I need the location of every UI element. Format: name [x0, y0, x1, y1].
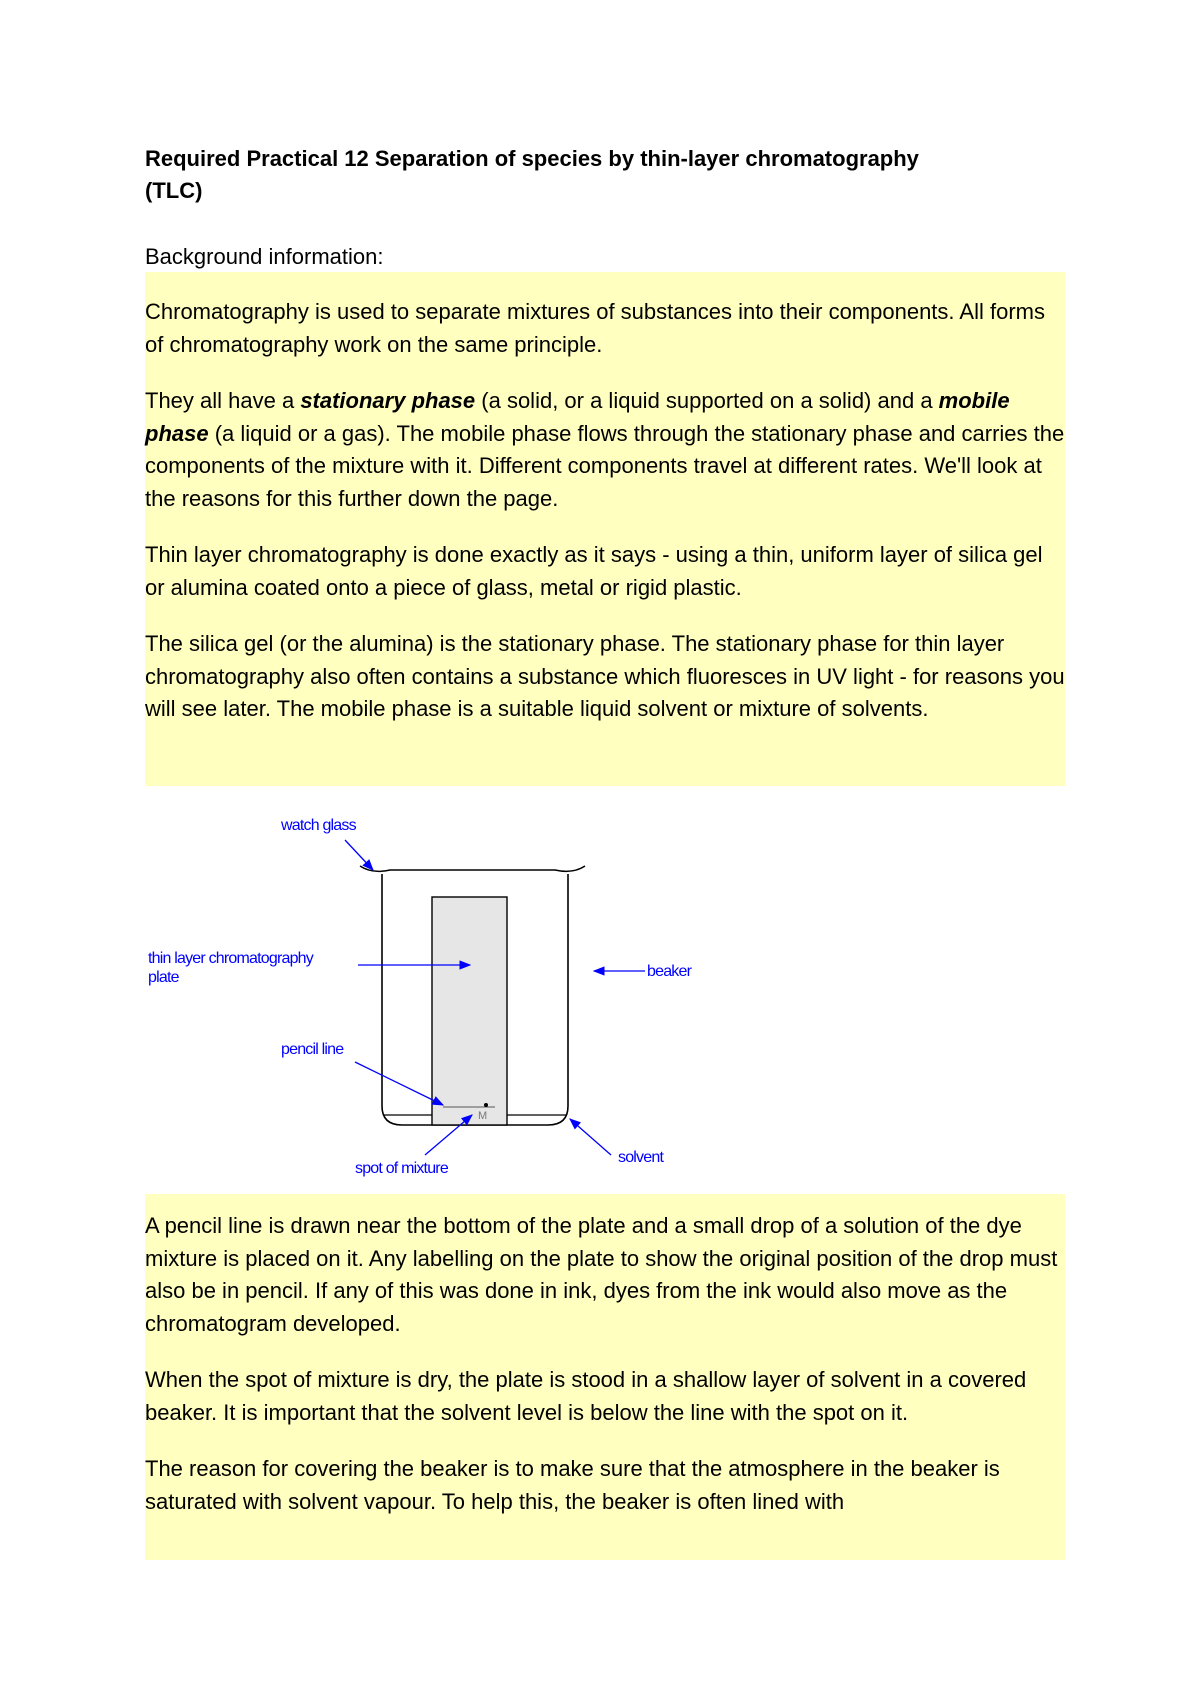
highlighted-block-method: [145, 1194, 1065, 1560]
label-watch-glass: watch glass: [281, 817, 356, 834]
spot-mark-label: M: [478, 1110, 487, 1122]
text-segment: (a liquid or a gas). The mobile phase flows through the stationary phase and carries the components of the mixture with it. Different components travel at different rates. We'll look at the reasons for this further down the page.: [145, 420, 1065, 511]
tlc-apparatus-diagram: [140, 800, 740, 1190]
label-solvent: solvent: [618, 1149, 664, 1166]
term-stationary-phase: stationary phase: [300, 388, 476, 413]
mixture-spot-shape: [484, 1103, 488, 1107]
page-title: [145, 143, 1045, 207]
paragraph-stationary-mobile: The silica gel (or the alumina) is the stationary phase. The stationary phase for thin layer chromatography also often contains a substance which fluoresces in UV light - for reasons you will see later. The mobile phase is a suitable liquid solvent or mixture of solvents.: [145, 631, 1065, 721]
arrow-solvent: [570, 1119, 611, 1155]
watch-glass-shape: [360, 866, 585, 871]
label-spot-of-mixture: spot of mixture: [355, 1160, 448, 1177]
tlc-plate-shape: [432, 897, 507, 1125]
title-line-1: Required Practical 12 Separation of species by thin-layer chromatography: [145, 146, 919, 171]
text-segment: They all have a: [145, 388, 301, 413]
label-beaker: beaker: [647, 963, 692, 980]
paragraph-phases: [145, 385, 1065, 515]
label-pencil-line: pencil line: [281, 1041, 344, 1058]
text-segment: (a solid, or a liquid supported on a solid) and a: [475, 388, 939, 413]
arrow-pencil-line: [355, 1062, 443, 1105]
background-label: Background information:: [145, 244, 384, 269]
label-plate-line-1: thin layer chromatography: [148, 950, 313, 967]
label-plate-line-2: plate: [148, 969, 179, 986]
paragraph-spot-dry: When the spot of mixture is dry, the plate is stood in a shallow layer of solvent in a covered beaker. It is important that the solvent level is below the line with the spot on it.: [145, 1367, 1027, 1425]
paragraph-pencil-line: A pencil line is drawn near the bottom of the plate and a small drop of a solution of the dye mixture is placed on it. Any labelling on the plate to show the original position of the drop must also be in pencil. If any of this was done in ink, dyes from the ink would also move as the chromatogram developed.: [145, 1213, 1058, 1336]
term-mobile-phase: mobile phase: [145, 388, 1010, 446]
paragraph-chromatography-intro: Chromatography is used to separate mixtures of substances into their components. All forms of chromatography work on the same principle.: [145, 299, 1045, 357]
title-line-2: (TLC): [145, 178, 203, 203]
arrow-watch-glass: [345, 840, 373, 870]
paragraph-covering-beaker: The reason for covering the beaker is to make sure that the atmosphere in the beaker is saturated with solvent vapour. To help this, the beaker is often lined with: [145, 1456, 1000, 1514]
highlighted-block-intro: [145, 272, 1065, 786]
paragraph-thin-layer: Thin layer chromatography is done exactly as it says - using a thin, uniform layer of silica gel or alumina coated onto a piece of glass, metal or rigid plastic.: [145, 542, 1043, 600]
